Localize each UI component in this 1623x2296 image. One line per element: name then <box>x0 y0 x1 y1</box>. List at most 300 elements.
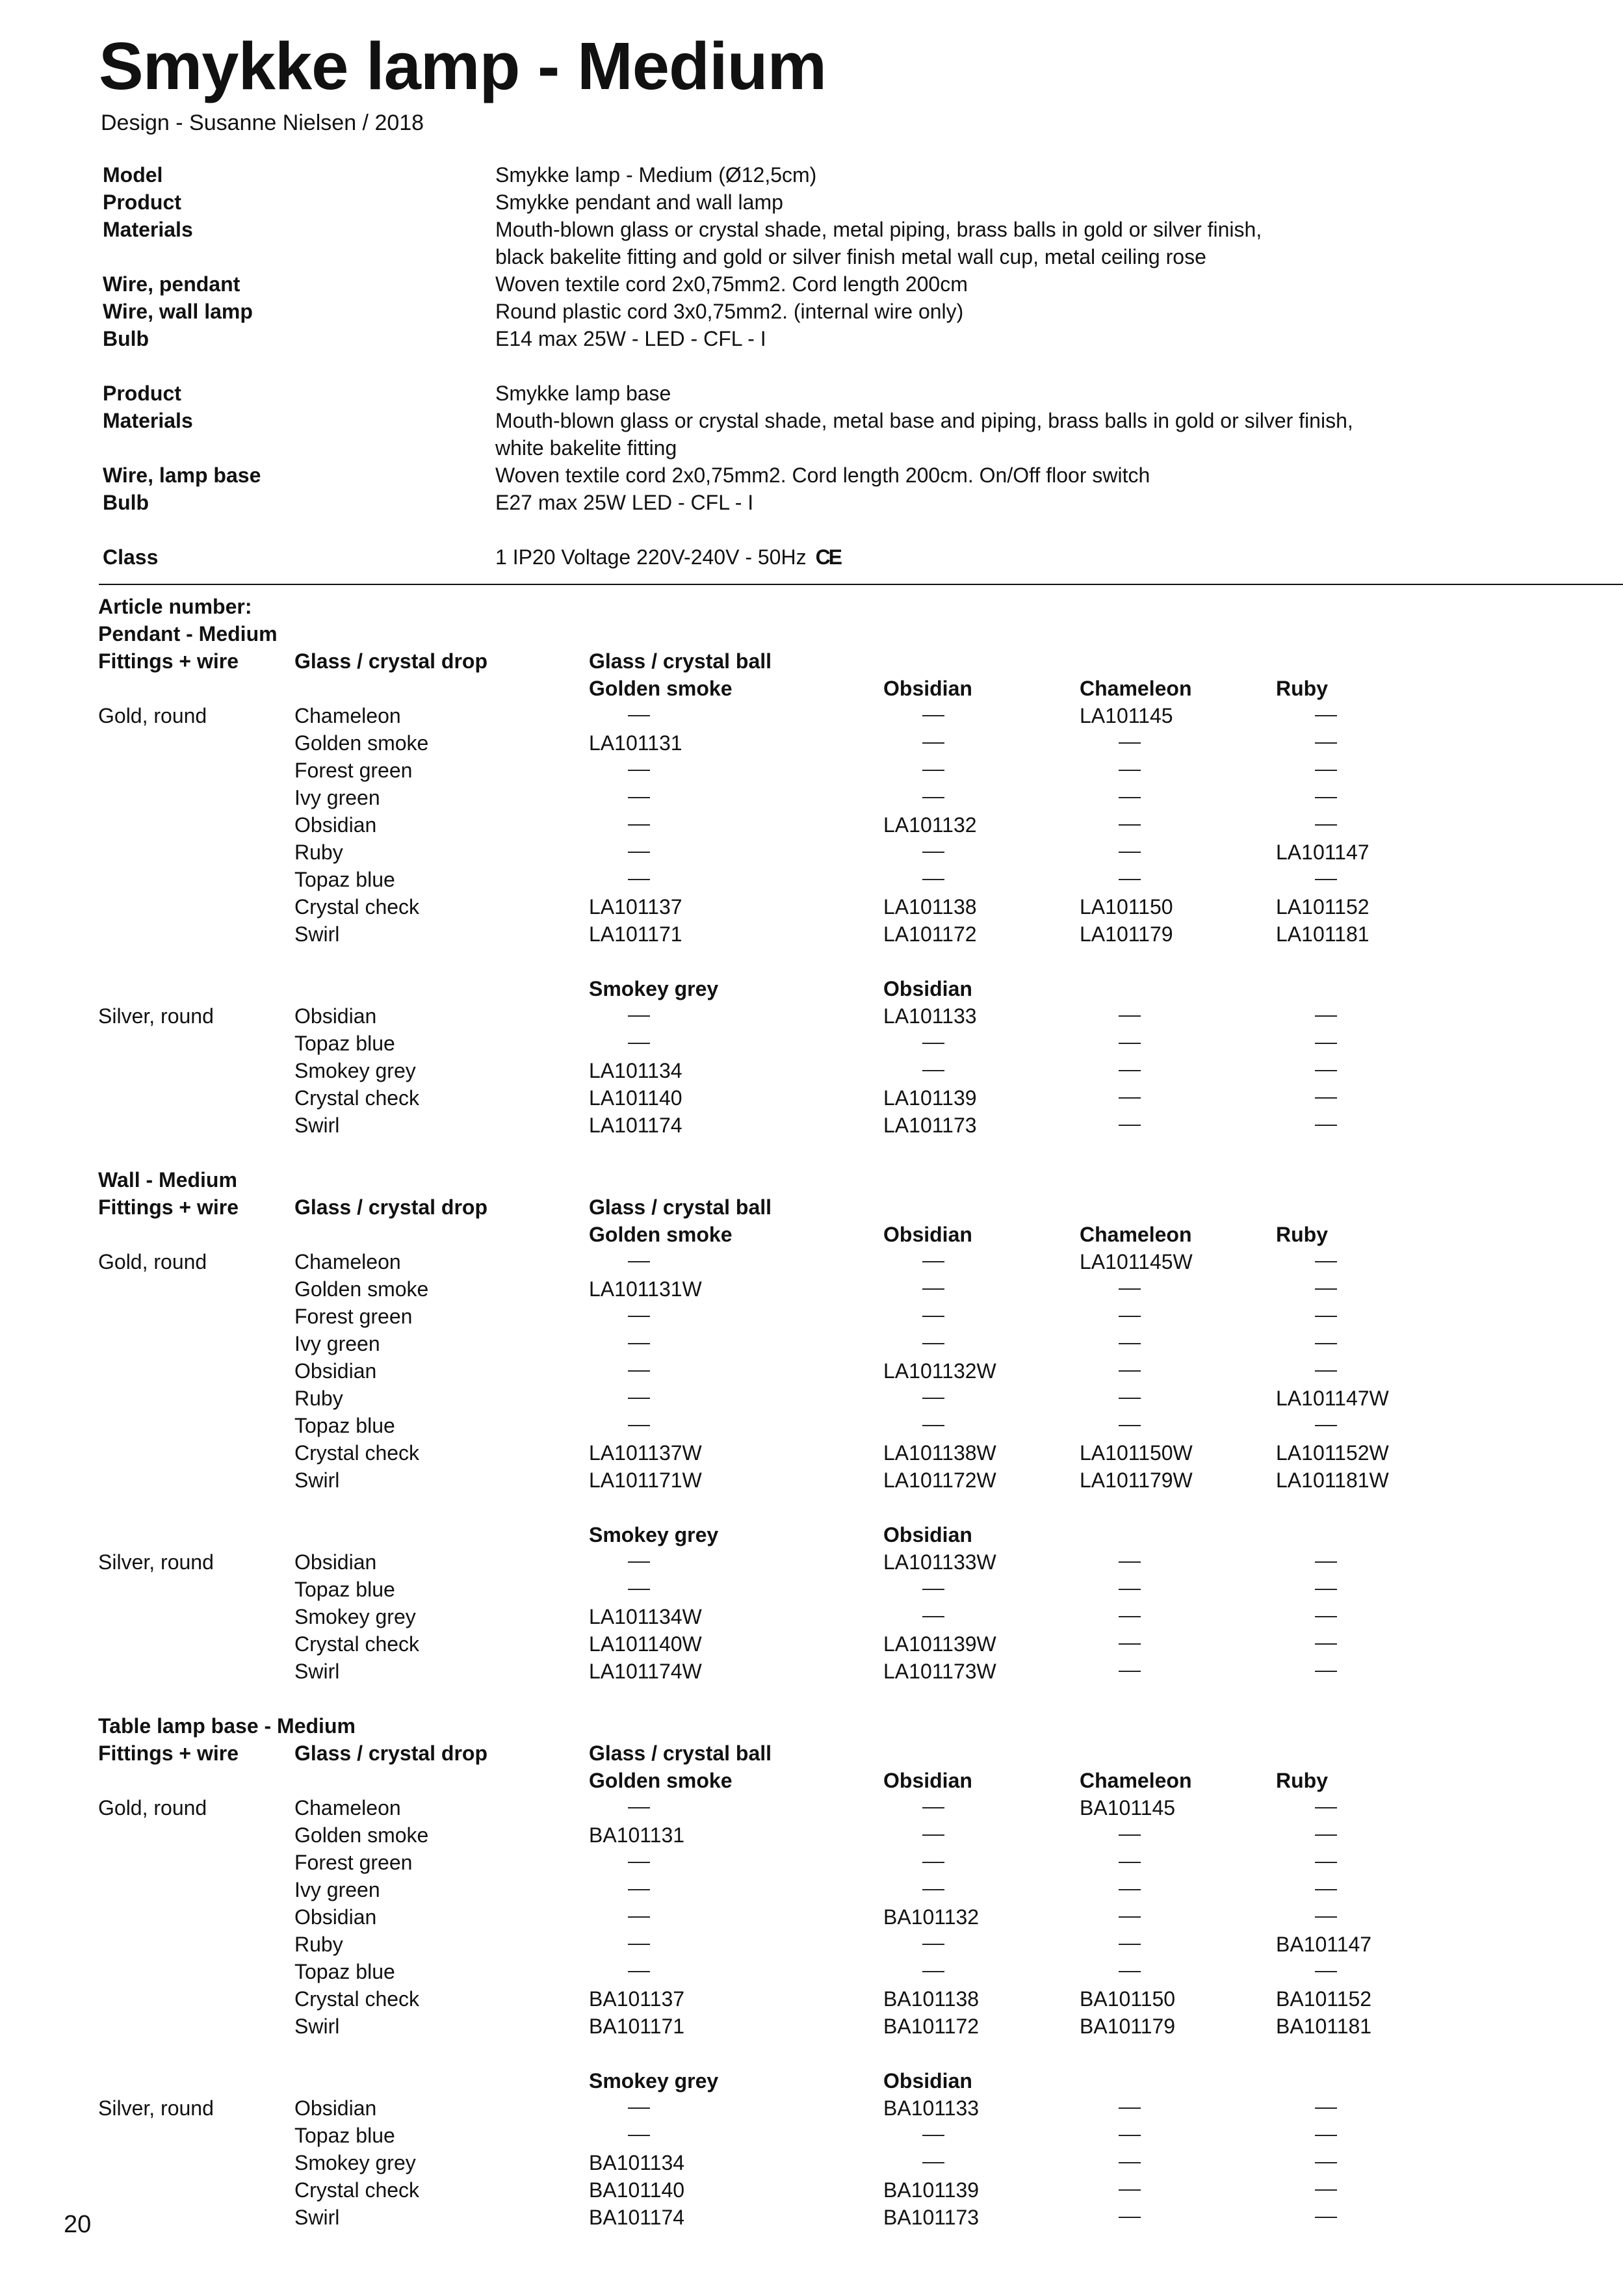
empty-cell <box>883 1576 944 1603</box>
article-number: LA101133W <box>883 1550 996 1574</box>
article-number: BA101131 <box>589 1823 685 1847</box>
article-number: LA101138W <box>883 1441 996 1465</box>
empty-cell <box>1080 1658 1141 1685</box>
column-header-ball: Glass / crystal ball <box>589 1742 772 1765</box>
table-row <box>98 1112 1593 1139</box>
column-header-fittings: Fittings + wire <box>98 1742 239 1765</box>
empty-cell <box>883 1876 944 1903</box>
empty-cell <box>1276 866 1337 893</box>
spec-value: Round plastic cord 3x0,75mm2. (internal wire only) <box>495 300 964 323</box>
empty-cell <box>1080 866 1141 893</box>
empty-cell <box>589 1849 650 1876</box>
table-row <box>98 1385 1593 1412</box>
dash-mark <box>1315 1589 1337 1590</box>
empty-cell <box>1080 1412 1141 1439</box>
table-row <box>98 1248 1593 1275</box>
empty-cell <box>1276 1849 1337 1876</box>
section-title: Wall - Medium <box>98 1168 237 1192</box>
drop-name: Golden smoke <box>294 731 429 755</box>
table-row <box>98 1194 1593 1221</box>
dash-mark <box>1119 1944 1141 1945</box>
empty-cell <box>1080 757 1141 784</box>
article-number: BA101172 <box>883 2015 980 2038</box>
dash-mark <box>922 1316 944 1317</box>
empty-cell <box>883 1303 944 1330</box>
dash-mark <box>922 1070 944 1071</box>
dash-mark <box>628 824 650 826</box>
table-row <box>98 1603 1593 1630</box>
dash-mark <box>922 1425 944 1426</box>
drop-name: Obsidian <box>294 813 377 837</box>
dash-mark <box>1315 1015 1337 1017</box>
dash-mark <box>1315 2107 1337 2109</box>
empty-cell <box>589 1330 650 1357</box>
table-row <box>98 2013 1593 2040</box>
article-number: LA101173 <box>883 1114 977 1137</box>
empty-cell <box>1080 784 1141 811</box>
empty-cell <box>1276 1057 1337 1084</box>
table-row <box>98 1548 1593 1576</box>
table-row <box>98 1876 1593 1903</box>
dash-mark <box>922 1343 944 1344</box>
table-row <box>98 1685 1593 1712</box>
dash-mark <box>922 1862 944 1863</box>
article-number: LA101152 <box>1276 895 1370 919</box>
table-row <box>98 729 1593 757</box>
drop-name: Smokey grey <box>294 1605 416 1628</box>
dash-mark <box>628 1807 650 1808</box>
dash-mark <box>922 1944 944 1945</box>
dash-mark <box>1119 1971 1141 1972</box>
ball-column-header: Smokey grey <box>589 1523 719 1546</box>
empty-cell <box>1080 1002 1141 1030</box>
table-row <box>98 675 1593 702</box>
dash-mark <box>1315 1261 1337 1262</box>
empty-cell <box>883 2122 944 2149</box>
dash-mark <box>1315 1643 1337 1645</box>
spec-value: E14 max 25W - LED - CFL - I <box>495 327 766 350</box>
spec-row <box>103 270 1403 298</box>
dash-mark <box>1315 1862 1337 1863</box>
drop-name: Ruby <box>294 1933 343 1956</box>
empty-cell <box>589 1931 650 1958</box>
article-number: LA101138 <box>883 895 977 919</box>
table-row <box>98 1658 1593 1685</box>
article-number: LA101140 <box>589 1086 682 1110</box>
dash-mark <box>1315 2189 1337 2191</box>
dash-mark <box>628 1862 650 1863</box>
article-number: LA101181 <box>1276 922 1370 946</box>
table-row <box>98 620 1593 647</box>
spec-value: Smykke lamp base <box>495 382 671 405</box>
empty-cell <box>1080 2094 1141 2122</box>
spec-label: Wire, wall lamp <box>103 300 253 323</box>
empty-cell <box>883 1603 944 1630</box>
dash-mark <box>1315 2217 1337 2218</box>
spec-row <box>103 462 1403 489</box>
spec-row <box>103 407 1403 434</box>
spec-row <box>103 543 1403 571</box>
empty-cell <box>883 1330 944 1357</box>
article-number: LA101179W <box>1080 1468 1193 1492</box>
dash-mark <box>1315 1916 1337 1918</box>
empty-cell <box>883 1057 944 1084</box>
dash-mark <box>628 1343 650 1344</box>
dash-mark <box>628 1043 650 1044</box>
empty-cell <box>883 784 944 811</box>
spec-row <box>103 434 1403 462</box>
spec-row <box>103 380 1403 407</box>
empty-cell <box>1080 811 1141 839</box>
empty-cell <box>1276 2204 1337 2231</box>
empty-cell <box>1080 1903 1141 1931</box>
empty-cell <box>1276 1303 1337 1330</box>
dash-mark <box>1119 1671 1141 1672</box>
dash-mark <box>1119 1316 1141 1317</box>
article-number-label: Article number: <box>98 595 252 618</box>
dash-mark <box>922 1589 944 1590</box>
spec-row <box>103 243 1403 270</box>
table-row <box>98 866 1593 893</box>
table-row <box>98 1985 1593 2013</box>
spec-value: Woven textile cord 2x0,75mm2. Cord length 200cm <box>495 272 968 296</box>
table-row <box>98 1931 1593 1958</box>
drop-name: Smokey grey <box>294 2151 416 2174</box>
drop-name: Swirl <box>294 2206 340 2229</box>
empty-cell <box>1276 1357 1337 1385</box>
article-number: LA101134 <box>589 1059 682 1082</box>
dash-mark <box>628 1589 650 1590</box>
empty-cell <box>1080 1357 1141 1385</box>
dash-mark <box>1119 2135 1141 2136</box>
article-number: LA101134W <box>589 1605 702 1628</box>
article-number: LA101171 <box>589 922 682 946</box>
table-row <box>98 1576 1593 1603</box>
divider-line <box>99 584 1623 585</box>
empty-cell <box>589 1002 650 1030</box>
dash-mark <box>1119 1862 1141 1863</box>
drop-name: Ivy green <box>294 786 380 809</box>
article-number: LA101131W <box>589 1277 702 1301</box>
dash-mark <box>1119 1425 1141 1426</box>
table-row <box>98 948 1593 975</box>
empty-cell <box>1276 1658 1337 1685</box>
dash-mark <box>922 852 944 853</box>
article-number-tables <box>98 593 1593 2231</box>
article-number: LA101171W <box>589 1468 702 1492</box>
empty-cell <box>1276 2176 1337 2204</box>
empty-cell <box>1276 1630 1337 1658</box>
empty-cell <box>1276 1330 1337 1357</box>
dash-mark <box>628 2135 650 2136</box>
dash-mark <box>922 1971 944 1972</box>
dash-mark <box>922 1043 944 1044</box>
article-number: LA101132W <box>883 1359 996 1383</box>
page-title: Smykke lamp - Medium <box>99 29 827 103</box>
dash-mark <box>1315 797 1337 798</box>
empty-cell <box>1080 1030 1141 1057</box>
dash-mark <box>1315 770 1337 771</box>
empty-cell <box>589 2094 650 2122</box>
article-number: LA101172 <box>883 922 977 946</box>
dash-mark <box>628 770 650 771</box>
drop-name: Topaz blue <box>294 1032 395 1055</box>
empty-cell <box>1080 1603 1141 1630</box>
table-row <box>98 1821 1593 1849</box>
dash-mark <box>922 1834 944 1836</box>
empty-cell <box>1080 1330 1141 1357</box>
empty-cell <box>1080 2176 1141 2204</box>
dash-mark <box>628 2107 650 2109</box>
empty-cell <box>1080 1303 1141 1330</box>
table-row <box>98 1958 1593 1985</box>
dash-mark <box>1119 1097 1141 1099</box>
drop-name: Swirl <box>294 2015 340 2038</box>
table-row <box>98 1767 1593 1794</box>
dash-mark <box>628 715 650 716</box>
drop-name: Golden smoke <box>294 1823 429 1847</box>
drop-name: Chameleon <box>294 1250 401 1273</box>
empty-cell <box>589 1876 650 1903</box>
empty-cell <box>1080 1084 1141 1112</box>
dash-mark <box>1315 2135 1337 2136</box>
dash-mark <box>922 797 944 798</box>
empty-cell <box>589 1412 650 1439</box>
drop-name: Ruby <box>294 1387 343 1410</box>
ball-column-header: Smokey grey <box>589 2069 719 2093</box>
table-row <box>98 2067 1593 2094</box>
dash-mark <box>1315 1971 1337 1972</box>
ball-column-header: Golden smoke <box>589 677 733 700</box>
ball-column-header: Chameleon <box>1080 677 1192 700</box>
drop-name: Swirl <box>294 1114 340 1137</box>
drop-name: Obsidian <box>294 1550 377 1574</box>
table-row <box>98 1849 1593 1876</box>
table-row <box>98 839 1593 866</box>
ball-column-header: Obsidian <box>883 977 972 1000</box>
dash-mark <box>1315 1671 1337 1672</box>
article-number: BA101134 <box>589 2151 685 2174</box>
dash-mark <box>628 1261 650 1262</box>
dash-mark <box>1119 2217 1141 2218</box>
ball-column-header: Golden smoke <box>589 1223 733 1246</box>
dash-mark <box>628 1398 650 1399</box>
empty-cell <box>883 702 944 729</box>
ball-column-header: Obsidian <box>883 1769 972 1792</box>
table-row <box>98 1439 1593 1467</box>
spec-label: Product <box>103 190 181 214</box>
empty-cell <box>589 2122 650 2149</box>
specifications <box>103 161 1403 571</box>
drop-name: Swirl <box>294 922 340 946</box>
dash-mark <box>628 1561 650 1563</box>
empty-cell <box>883 1412 944 1439</box>
dash-mark <box>1315 1125 1337 1126</box>
ball-column-header: Obsidian <box>883 677 972 700</box>
dash-mark <box>1315 1288 1337 1290</box>
dash-mark <box>628 1425 650 1426</box>
empty-cell <box>589 1548 650 1576</box>
dash-mark <box>1119 1616 1141 1617</box>
article-number: BA101137 <box>589 1987 685 2011</box>
dash-mark <box>922 770 944 771</box>
article-number: BA101150 <box>1080 1987 1176 2011</box>
drop-name: Ruby <box>294 841 343 864</box>
drop-name: Topaz blue <box>294 1414 395 1437</box>
empty-cell <box>883 1821 944 1849</box>
empty-cell <box>589 1576 650 1603</box>
drop-name: Forest green <box>294 1305 413 1328</box>
spec-label: Materials <box>103 218 193 241</box>
ball-column-header: Ruby <box>1276 677 1328 700</box>
drop-name: Crystal check <box>294 895 420 919</box>
empty-cell <box>1276 1412 1337 1439</box>
table-row <box>98 1139 1593 1166</box>
article-number: LA101147W <box>1276 1387 1389 1410</box>
dash-mark <box>1119 1043 1141 1044</box>
article-number: BA101140 <box>589 2178 685 2202</box>
empty-cell <box>883 1030 944 1057</box>
drop-name: Topaz blue <box>294 2124 395 2147</box>
table-row <box>98 1057 1593 1084</box>
dash-mark <box>1315 1316 1337 1317</box>
dash-mark <box>1315 715 1337 716</box>
article-number: LA101132 <box>883 813 977 837</box>
table-row <box>98 2176 1593 2204</box>
table-row <box>98 1330 1593 1357</box>
spec-row <box>103 325 1403 352</box>
table-row <box>98 893 1593 920</box>
column-header-drop: Glass / crystal drop <box>294 1195 488 1219</box>
dash-mark <box>628 1889 650 1890</box>
dash-mark <box>1119 852 1141 853</box>
empty-cell <box>1276 729 1337 757</box>
empty-cell <box>883 757 944 784</box>
empty-cell <box>1276 1903 1337 1931</box>
dash-mark <box>1315 1097 1337 1099</box>
table-row <box>98 1903 1593 1931</box>
table-row <box>98 2204 1593 2231</box>
spec-value: black bakelite fitting and gold or silver finish metal wall cup, metal ceiling rose <box>495 245 1206 268</box>
fitting-label: Gold, round <box>98 704 207 727</box>
ball-column-header: Chameleon <box>1080 1223 1192 1246</box>
drop-name: Obsidian <box>294 1359 377 1383</box>
empty-cell <box>1080 1821 1141 1849</box>
article-number: LA101150W <box>1080 1441 1193 1465</box>
spec-label: Class <box>103 545 159 569</box>
designer-credit: Design - Susanne Nielsen / 2018 <box>101 111 424 135</box>
article-number: LA101174W <box>589 1660 702 1683</box>
dash-mark <box>1119 1398 1141 1399</box>
dash-mark <box>1119 1834 1141 1836</box>
drop-name: Golden smoke <box>294 1277 429 1301</box>
table-row <box>98 593 1593 620</box>
dash-mark <box>1119 1370 1141 1372</box>
empty-cell <box>1080 2149 1141 2176</box>
fitting-label: Gold, round <box>98 1250 207 1273</box>
dash-mark <box>922 742 944 744</box>
drop-name: Swirl <box>294 1660 340 1683</box>
drop-name: Ivy green <box>294 1878 380 1901</box>
dash-mark <box>1315 824 1337 826</box>
dash-mark <box>628 1971 650 1972</box>
empty-cell <box>1080 1385 1141 1412</box>
article-number: BA101147 <box>1276 1933 1372 1956</box>
empty-cell <box>1276 1275 1337 1303</box>
article-number: BA101152 <box>1276 1987 1372 2011</box>
article-number: LA101133 <box>883 1004 977 1028</box>
dash-mark <box>922 715 944 716</box>
column-header-fittings: Fittings + wire <box>98 649 239 673</box>
article-number: LA101152W <box>1276 1441 1389 1465</box>
article-number: LA101137 <box>589 895 682 919</box>
dash-mark <box>922 1288 944 1290</box>
article-number: LA101140W <box>589 1632 702 1656</box>
section-title: Pendant - Medium <box>98 622 278 646</box>
empty-cell <box>1080 1958 1141 1985</box>
table-row <box>98 647 1593 675</box>
table-row <box>98 1740 1593 1767</box>
table-row <box>98 811 1593 839</box>
spec-label: Product <box>103 382 181 405</box>
spec-value: E27 max 25W LED - CFL - I <box>495 491 754 514</box>
spec-label: Wire, pendant <box>103 272 240 296</box>
spec-value: white bakelite fitting <box>495 436 677 460</box>
empty-cell <box>589 1303 650 1330</box>
table-row <box>98 2040 1593 2067</box>
empty-cell <box>1276 2122 1337 2149</box>
empty-cell <box>589 1030 650 1057</box>
table-row <box>98 2149 1593 2176</box>
article-number: LA101131 <box>589 731 682 755</box>
drop-name: Obsidian <box>294 1905 377 1929</box>
dash-mark <box>1315 1807 1337 1808</box>
ball-column-header: Obsidian <box>883 2069 972 2093</box>
spec-label: Wire, lamp base <box>103 463 261 487</box>
spec-row <box>103 216 1403 243</box>
column-header-ball: Glass / crystal ball <box>589 1195 772 1219</box>
dash-mark <box>922 879 944 880</box>
empty-cell <box>1276 702 1337 729</box>
empty-cell <box>1276 1248 1337 1275</box>
drop-name: Obsidian <box>294 2096 377 2120</box>
column-header-drop: Glass / crystal drop <box>294 649 488 673</box>
dash-mark <box>628 1015 650 1017</box>
table-row <box>98 1275 1593 1303</box>
ce-mark-icon: CE <box>815 545 841 569</box>
article-number: LA101173W <box>883 1660 996 1683</box>
empty-cell <box>589 1958 650 1985</box>
drop-name: Forest green <box>294 759 413 782</box>
dash-mark <box>1119 879 1141 880</box>
empty-cell <box>589 839 650 866</box>
article-number: LA101145W <box>1080 1250 1193 1273</box>
spec-row <box>103 489 1403 516</box>
empty-cell <box>1276 1576 1337 1603</box>
table-row <box>98 1467 1593 1494</box>
empty-cell <box>1276 1603 1337 1630</box>
dash-mark <box>628 1916 650 1918</box>
table-row <box>98 1412 1593 1439</box>
dash-mark <box>922 1889 944 1890</box>
article-number: LA101145 <box>1080 704 1173 727</box>
spec-value: Smykke lamp - Medium (Ø12,5cm) <box>495 163 817 187</box>
table-row <box>98 2094 1593 2122</box>
empty-cell <box>883 1849 944 1876</box>
dash-mark <box>1315 1889 1337 1890</box>
empty-cell <box>1276 1876 1337 1903</box>
dash-mark <box>922 2162 944 2163</box>
